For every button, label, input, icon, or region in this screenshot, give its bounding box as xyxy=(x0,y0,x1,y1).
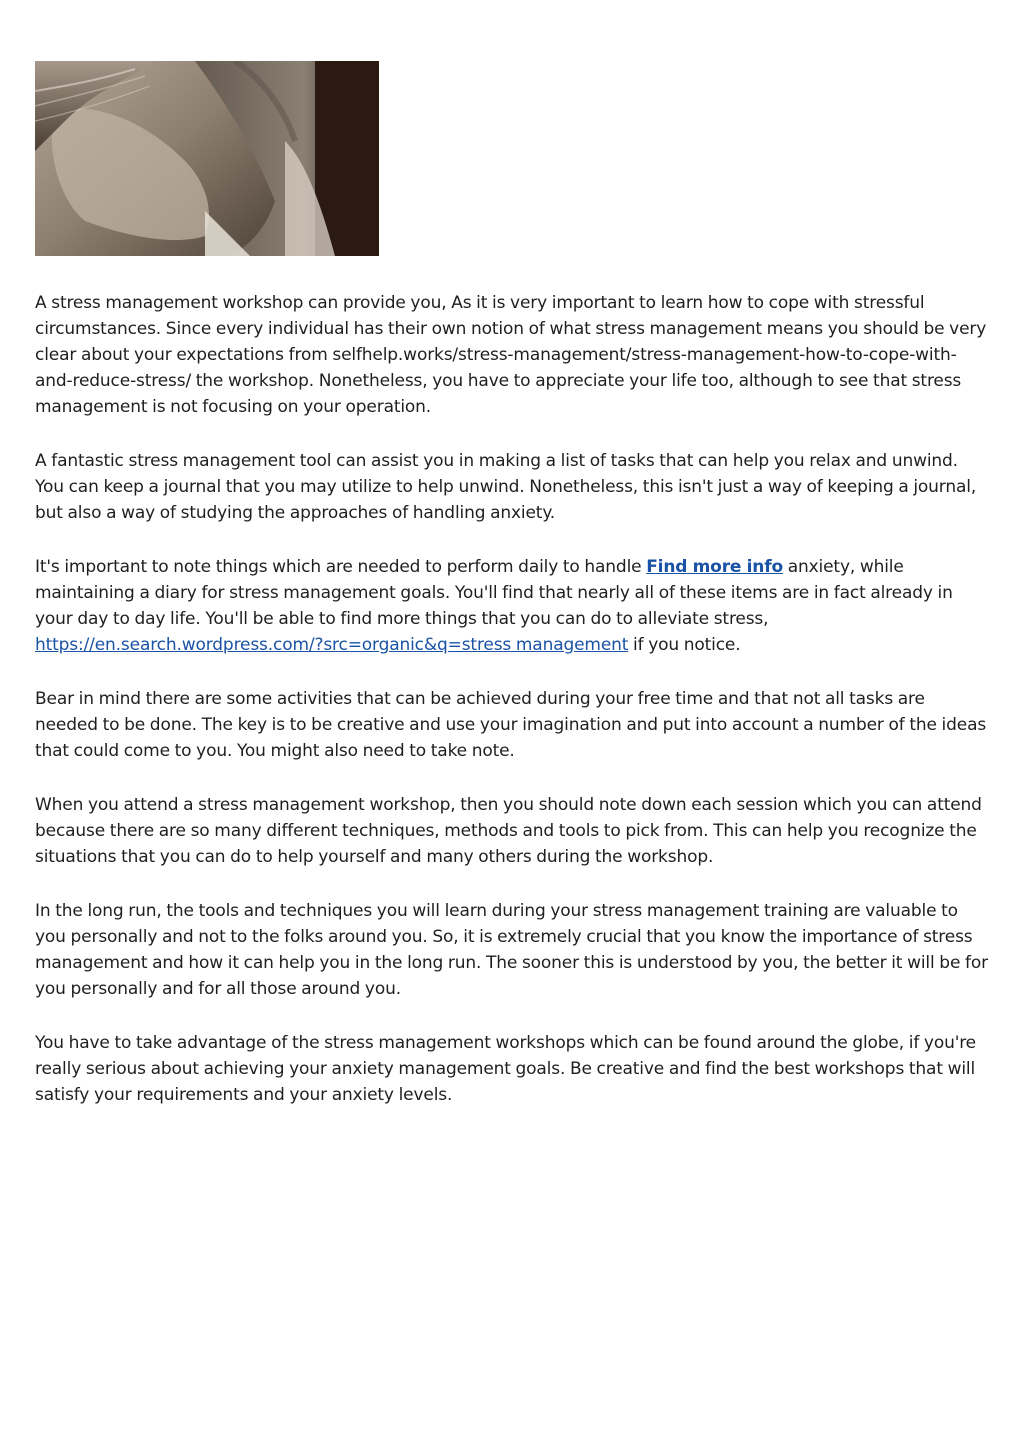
article-body xyxy=(35,290,990,1108)
hero-image xyxy=(35,61,379,256)
paragraph-3-text-middle: anxiety, while maintaining a diary for stress management goals. You'll find that nearly all of these items are in fact already in your day to day life. You'll be able to find more things that you can do to alleviate stress, xyxy=(35,557,953,629)
find-more-info-link[interactable]: Find more info xyxy=(646,557,783,577)
paragraph-3-text-end: if you notice. xyxy=(628,635,741,655)
wordpress-search-link[interactable]: https://en.search.wordpress.com/?src=organic&q=stress management xyxy=(35,635,629,655)
paragraph-3 xyxy=(35,554,990,658)
paragraph-1: A stress management workshop can provide you, As it is very important to learn how to cope with stressful circumstances. Since every individual has their own notion of what stress management means you should be very clear about your expectations from selfhelp.works/stress-management/stress-management-how-to-cope-with-and-reduce-stress/ the workshop. Nonetheless, you have to appreciate your life too, although to see that stress management is not focusing on your operation. xyxy=(35,293,987,417)
paragraph-4: Bear in mind there are some activities that can be achieved during your free time and that not all tasks are needed to be done. The key is to be creative and use your imagination and put into account a number of the ideas that could come to you. You might also need to take note. xyxy=(35,689,987,761)
document-page xyxy=(35,61,990,1136)
paragraph-7: You have to take advantage of the stress management workshops which can be found around the globe, if you're really serious about achieving your anxiety management goals. Be creative and find the best workshops that will satisfy your requirements and your anxiety levels. xyxy=(35,1033,976,1105)
paragraph-6: In the long run, the tools and techniques you will learn during your stress management training are valuable to you personally and not to the folks around you. So, it is extremely crucial that you know the importance of stress management and how it can help you in the long run. The sooner this is understood by you, the better it will be for you personally and for all those around you. xyxy=(35,901,988,999)
paragraph-2: A fantastic stress management tool can assist you in making a list of tasks that can help you relax and unwind. You can keep a journal that you may utilize to help unwind. Nonetheless, this isn't just a way of keeping a journal, but also a way of studying the approaches of handling anxiety. xyxy=(35,451,977,523)
paragraph-3-text-start: It's important to note things which are needed to perform daily to handle xyxy=(35,557,647,577)
paragraph-5: When you attend a stress management workshop, then you should note down each session which you can attend because there are so many different techniques, methods and tools to pick from. This can help you recognize the situations that you can do to help yourself and many others during the workshop. xyxy=(35,795,982,867)
